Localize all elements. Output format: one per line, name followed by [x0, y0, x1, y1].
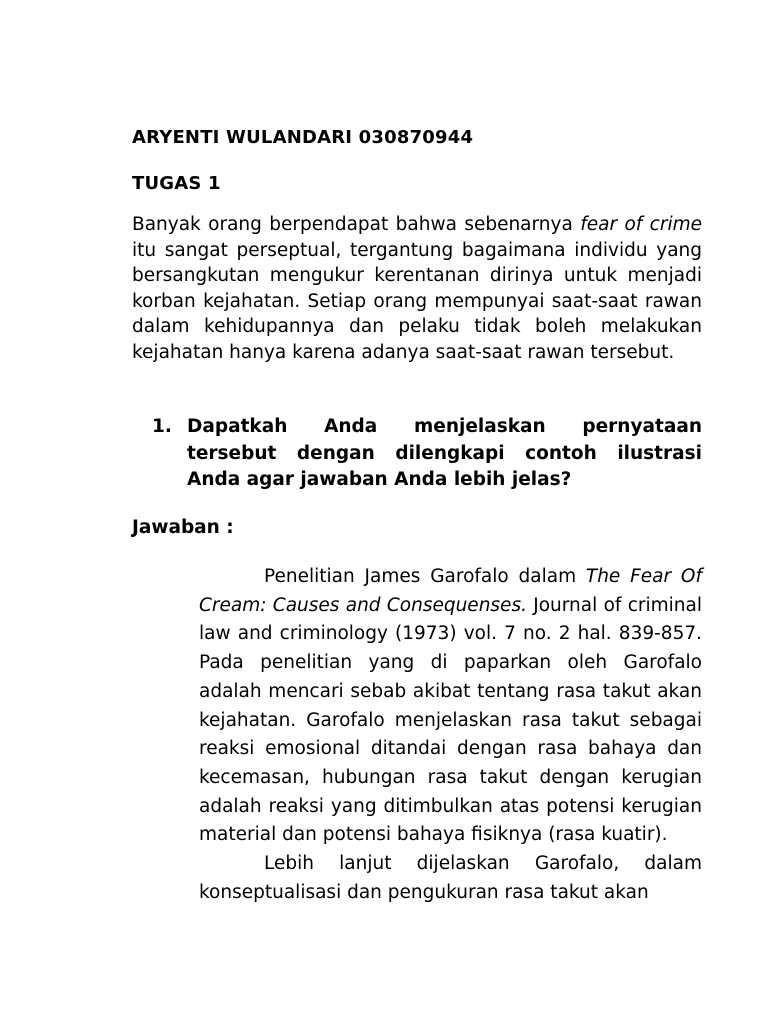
answer-paragraph-1 — [199, 563, 702, 850]
intro-paragraph — [132, 212, 702, 365]
author-heading: ARYENTI WULANDARI 030870944 — [132, 127, 474, 148]
assignment-heading: TUGAS 1 — [132, 173, 221, 194]
question-number: 1. — [152, 416, 172, 437]
intro-italic-term: fear of crime — [580, 214, 702, 235]
answer-p1-text-end: Journal of criminal law and criminology (1973) vol. 7 no. 2 hal. 839-857. Pada penelitian yang di paparkan oleh Garofalo adalah mencari sebab akibat tentang rasa takut akan kejahatan. Garofalo menjelaskan rasa takut sebagai reaksi emosional ditandai dengan rasa bahaya dan kecemasan, hubungan rasa takut dengan kerugian adalah reaksi yang ditimbulkan atas potensi kerugian material dan potensi bahaya fisiknya (rasa kuatir). — [199, 594, 702, 846]
question-item — [152, 414, 702, 494]
answer-p1-title: The Fear Of Cream: Causes and Consequenses. — [199, 566, 702, 616]
answer-paragraph-2: Lebih lanjut dijelaskan Garofalo, dalam konseptualisasi dan pengukuran rasa takut akan — [199, 853, 702, 903]
question-text: Dapatkah Anda menjelaskan pernyataan tersebut dengan dilengkapi contoh ilustrasi Anda agar jawaban Anda lebih jelas? — [187, 416, 702, 490]
answer-p1-text-start: Penelitian James Garofalo dalam — [264, 566, 586, 587]
intro-text-start: Banyak orang berpendapat bahwa sebenarnya — [132, 214, 581, 235]
answer-body — [199, 563, 702, 907]
answer-label: Jawaban : — [132, 517, 234, 538]
intro-text-end: itu sangat perseptual, tergantung bagaimana individu yang bersangkutan mengukur kerentanan dirinya untuk menjadi korban kejahatan. Setiap orang mempunyai saat-saat rawan dalam kehidupannya dan pelaku tidak boleh melakukan kejahatan hanya karena adanya saat-saat rawan tersebut. — [132, 239, 702, 363]
